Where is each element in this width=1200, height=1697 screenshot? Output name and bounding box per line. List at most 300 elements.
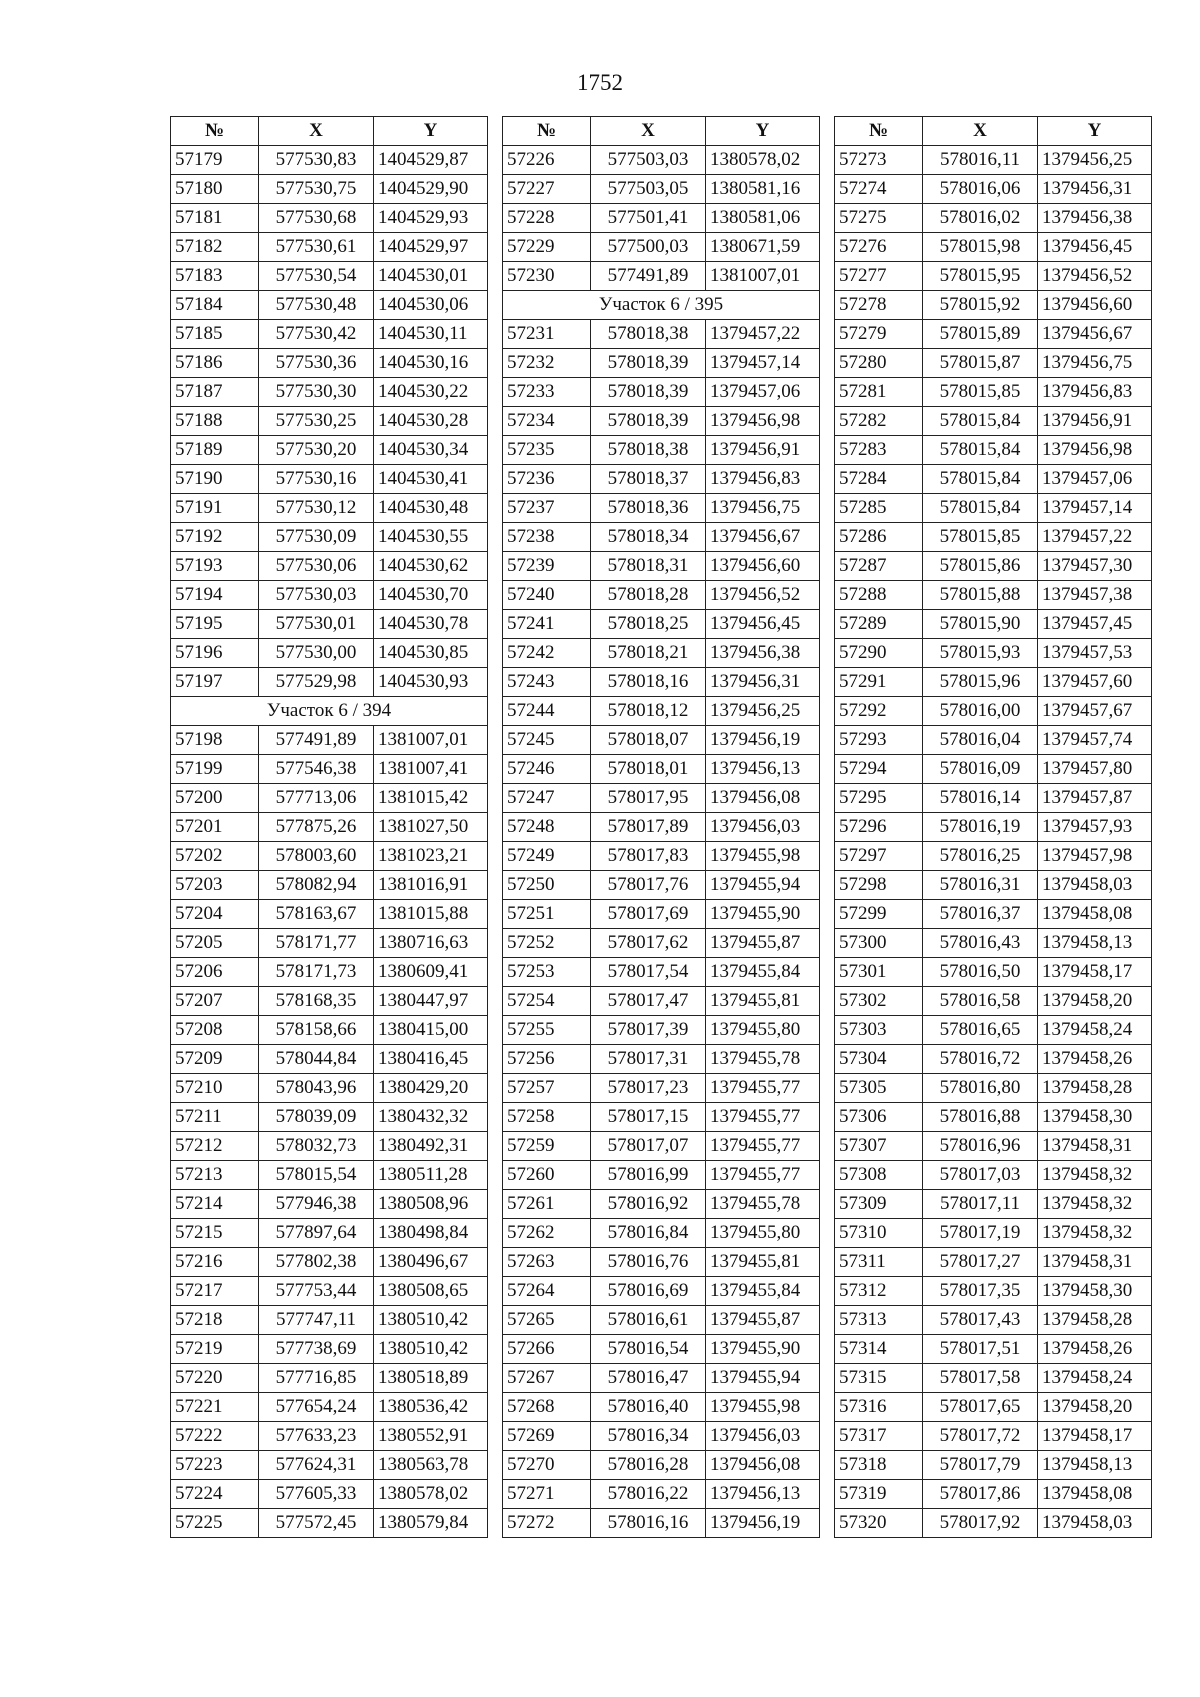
point-number: 57250 [503, 871, 591, 900]
point-number: 57294 [835, 755, 923, 784]
y-coordinate: 1404530,11 [374, 320, 488, 349]
y-coordinate: 1379458,20 [1038, 1393, 1152, 1422]
y-coordinate: 1379456,19 [706, 726, 820, 755]
table-row [835, 987, 1152, 1016]
table-row [171, 1364, 488, 1393]
table-row [835, 1451, 1152, 1480]
x-coordinate: 578171,73 [259, 958, 374, 987]
point-number: 57309 [835, 1190, 923, 1219]
x-coordinate: 578032,73 [259, 1132, 374, 1161]
x-coordinate: 578016,72 [923, 1045, 1038, 1074]
point-number: 57225 [171, 1509, 259, 1538]
point-number: 57181 [171, 204, 259, 233]
x-coordinate: 577530,03 [259, 581, 374, 610]
point-number: 57307 [835, 1132, 923, 1161]
x-coordinate: 578016,16 [591, 1509, 706, 1538]
x-coordinate: 578016,47 [591, 1364, 706, 1393]
y-coordinate: 1379455,80 [706, 1016, 820, 1045]
y-coordinate: 1379458,17 [1038, 1422, 1152, 1451]
table-row [171, 407, 488, 436]
table-row [171, 1074, 488, 1103]
point-number: 57195 [171, 610, 259, 639]
point-number: 57282 [835, 407, 923, 436]
x-coordinate: 578171,77 [259, 929, 374, 958]
point-number: 57190 [171, 465, 259, 494]
y-coordinate: 1380416,45 [374, 1045, 488, 1074]
y-coordinate: 1381015,42 [374, 784, 488, 813]
table-row [503, 1161, 820, 1190]
y-coordinate: 1379457,80 [1038, 755, 1152, 784]
point-number: 57194 [171, 581, 259, 610]
point-number: 57316 [835, 1393, 923, 1422]
y-coordinate: 1381016,91 [374, 871, 488, 900]
table-row [835, 1190, 1152, 1219]
point-number: 57227 [503, 175, 591, 204]
point-number: 57315 [835, 1364, 923, 1393]
table-row [835, 668, 1152, 697]
point-number: 57297 [835, 842, 923, 871]
table-row [503, 349, 820, 378]
x-coordinate: 578015,90 [923, 610, 1038, 639]
x-coordinate: 578016,80 [923, 1074, 1038, 1103]
x-coordinate: 578015,85 [923, 523, 1038, 552]
table-header-row [835, 117, 1152, 146]
x-coordinate: 578016,19 [923, 813, 1038, 842]
y-coordinate: 1379456,52 [706, 581, 820, 610]
point-number: 57275 [835, 204, 923, 233]
table-row [503, 1045, 820, 1074]
point-number: 57259 [503, 1132, 591, 1161]
table-row [171, 291, 488, 320]
point-number: 57180 [171, 175, 259, 204]
table-row [835, 900, 1152, 929]
table-row [503, 610, 820, 639]
table-row [171, 378, 488, 407]
point-number: 57264 [503, 1277, 591, 1306]
table-row [835, 958, 1152, 987]
point-number: 57222 [171, 1422, 259, 1451]
y-coordinate: 1380508,65 [374, 1277, 488, 1306]
y-coordinate: 1404530,70 [374, 581, 488, 610]
point-number: 57270 [503, 1451, 591, 1480]
x-coordinate: 578017,95 [591, 784, 706, 813]
y-coordinate: 1404530,34 [374, 436, 488, 465]
point-number: 57204 [171, 900, 259, 929]
x-coordinate: 578016,25 [923, 842, 1038, 871]
y-coordinate: 1379455,90 [706, 1335, 820, 1364]
y-coordinate: 1379456,91 [1038, 407, 1152, 436]
table-row [503, 1132, 820, 1161]
point-number: 57257 [503, 1074, 591, 1103]
table-row [835, 755, 1152, 784]
y-coordinate: 1379455,94 [706, 1364, 820, 1393]
x-coordinate: 578017,03 [923, 1161, 1038, 1190]
table-row [171, 1451, 488, 1480]
x-coordinate: 577491,89 [591, 262, 706, 291]
table-row [503, 1335, 820, 1364]
x-coordinate: 578017,19 [923, 1219, 1038, 1248]
table-row [503, 436, 820, 465]
y-coordinate: 1379457,45 [1038, 610, 1152, 639]
point-number: 57232 [503, 349, 591, 378]
table-row [835, 1161, 1152, 1190]
table-row [171, 929, 488, 958]
y-coordinate: 1380581,06 [706, 204, 820, 233]
x-coordinate: 577624,31 [259, 1451, 374, 1480]
point-number: 57241 [503, 610, 591, 639]
point-number: 57290 [835, 639, 923, 668]
x-coordinate: 577500,03 [591, 233, 706, 262]
point-number: 57215 [171, 1219, 259, 1248]
y-coordinate: 1379456,60 [706, 552, 820, 581]
x-coordinate: 577747,11 [259, 1306, 374, 1335]
y-coordinate: 1379457,53 [1038, 639, 1152, 668]
table-row [503, 1074, 820, 1103]
table-row [835, 262, 1152, 291]
point-number: 57301 [835, 958, 923, 987]
y-coordinate: 1379458,13 [1038, 1451, 1152, 1480]
x-coordinate: 577802,38 [259, 1248, 374, 1277]
point-number: 57266 [503, 1335, 591, 1364]
x-coordinate: 578018,39 [591, 407, 706, 436]
y-coordinate: 1379455,80 [706, 1219, 820, 1248]
y-coordinate: 1379457,06 [1038, 465, 1152, 494]
point-number: 57268 [503, 1393, 591, 1422]
y-coordinate: 1404530,41 [374, 465, 488, 494]
table-row [503, 1016, 820, 1045]
point-number: 57252 [503, 929, 591, 958]
x-coordinate: 578018,38 [591, 436, 706, 465]
x-coordinate: 578017,65 [923, 1393, 1038, 1422]
header-number: № [503, 117, 591, 146]
table-row [171, 813, 488, 842]
table-row [503, 581, 820, 610]
point-number: 57231 [503, 320, 591, 349]
x-coordinate: 578016,40 [591, 1393, 706, 1422]
y-coordinate: 1379456,75 [706, 494, 820, 523]
y-coordinate: 1379456,25 [706, 697, 820, 726]
y-coordinate: 1380510,42 [374, 1306, 488, 1335]
x-coordinate: 577530,42 [259, 320, 374, 349]
y-coordinate: 1380579,84 [374, 1509, 488, 1538]
y-coordinate: 1404530,48 [374, 494, 488, 523]
x-coordinate: 578018,16 [591, 668, 706, 697]
x-coordinate: 577530,09 [259, 523, 374, 552]
x-coordinate: 577753,44 [259, 1277, 374, 1306]
table-row [835, 1016, 1152, 1045]
header-number: № [835, 117, 923, 146]
point-number: 57242 [503, 639, 591, 668]
table-row [503, 1248, 820, 1277]
x-coordinate: 578015,89 [923, 320, 1038, 349]
point-number: 57295 [835, 784, 923, 813]
y-coordinate: 1379458,08 [1038, 900, 1152, 929]
y-coordinate: 1381023,21 [374, 842, 488, 871]
point-number: 57208 [171, 1016, 259, 1045]
point-number: 57186 [171, 349, 259, 378]
section-row [171, 697, 488, 726]
y-coordinate: 1381015,88 [374, 900, 488, 929]
x-coordinate: 577530,75 [259, 175, 374, 204]
y-coordinate: 1379457,30 [1038, 552, 1152, 581]
table-row [503, 871, 820, 900]
x-coordinate: 577529,98 [259, 668, 374, 697]
x-coordinate: 578044,84 [259, 1045, 374, 1074]
point-number: 57240 [503, 581, 591, 610]
point-number: 57261 [503, 1190, 591, 1219]
table-row [835, 175, 1152, 204]
y-coordinate: 1379455,78 [706, 1190, 820, 1219]
x-coordinate: 578018,39 [591, 378, 706, 407]
table-row [835, 407, 1152, 436]
y-coordinate: 1379456,91 [706, 436, 820, 465]
y-coordinate: 1379457,06 [706, 378, 820, 407]
point-number: 57314 [835, 1335, 923, 1364]
header-y: Y [374, 117, 488, 146]
y-coordinate: 1380518,89 [374, 1364, 488, 1393]
table-row [503, 1306, 820, 1335]
x-coordinate: 578015,86 [923, 552, 1038, 581]
point-number: 57319 [835, 1480, 923, 1509]
x-coordinate: 577654,24 [259, 1393, 374, 1422]
x-coordinate: 578018,01 [591, 755, 706, 784]
table-row [835, 1132, 1152, 1161]
y-coordinate: 1379455,81 [706, 1248, 820, 1277]
x-coordinate: 577503,03 [591, 146, 706, 175]
y-coordinate: 1380447,97 [374, 987, 488, 1016]
point-number: 57285 [835, 494, 923, 523]
point-number: 57183 [171, 262, 259, 291]
y-coordinate: 1379458,08 [1038, 1480, 1152, 1509]
point-number: 57200 [171, 784, 259, 813]
point-number: 57292 [835, 697, 923, 726]
x-coordinate: 578016,00 [923, 697, 1038, 726]
point-number: 57278 [835, 291, 923, 320]
y-coordinate: 1379458,17 [1038, 958, 1152, 987]
table-row [835, 610, 1152, 639]
point-number: 57237 [503, 494, 591, 523]
table-row [503, 842, 820, 871]
x-coordinate: 578017,39 [591, 1016, 706, 1045]
y-coordinate: 1380536,42 [374, 1393, 488, 1422]
y-coordinate: 1379458,24 [1038, 1016, 1152, 1045]
x-coordinate: 578017,11 [923, 1190, 1038, 1219]
x-coordinate: 578017,23 [591, 1074, 706, 1103]
point-number: 57284 [835, 465, 923, 494]
table-row [835, 929, 1152, 958]
table-row [171, 262, 488, 291]
point-number: 57207 [171, 987, 259, 1016]
point-number: 57312 [835, 1277, 923, 1306]
point-number: 57274 [835, 175, 923, 204]
y-coordinate: 1379458,32 [1038, 1161, 1152, 1190]
x-coordinate: 577530,00 [259, 639, 374, 668]
x-coordinate: 577530,48 [259, 291, 374, 320]
point-number: 57277 [835, 262, 923, 291]
x-coordinate: 577713,06 [259, 784, 374, 813]
x-coordinate: 577530,36 [259, 349, 374, 378]
table-row [171, 1132, 488, 1161]
x-coordinate: 578018,25 [591, 610, 706, 639]
point-number: 57283 [835, 436, 923, 465]
point-number: 57302 [835, 987, 923, 1016]
point-number: 57281 [835, 378, 923, 407]
y-coordinate: 1379456,45 [1038, 233, 1152, 262]
table-row [835, 523, 1152, 552]
y-coordinate: 1379458,28 [1038, 1306, 1152, 1335]
table-row [503, 697, 820, 726]
y-coordinate: 1380563,78 [374, 1451, 488, 1480]
table-row [503, 175, 820, 204]
y-coordinate: 1379456,38 [706, 639, 820, 668]
table-row [503, 1277, 820, 1306]
x-coordinate: 578016,92 [591, 1190, 706, 1219]
table-row [835, 1422, 1152, 1451]
x-coordinate: 578017,43 [923, 1306, 1038, 1335]
x-coordinate: 578043,96 [259, 1074, 374, 1103]
point-number: 57196 [171, 639, 259, 668]
x-coordinate: 578016,61 [591, 1306, 706, 1335]
point-number: 57305 [835, 1074, 923, 1103]
point-number: 57263 [503, 1248, 591, 1277]
y-coordinate: 1380581,16 [706, 175, 820, 204]
y-coordinate: 1379458,13 [1038, 929, 1152, 958]
x-coordinate: 578016,04 [923, 726, 1038, 755]
x-coordinate: 577946,38 [259, 1190, 374, 1219]
x-coordinate: 578082,94 [259, 871, 374, 900]
point-number: 57265 [503, 1306, 591, 1335]
x-coordinate: 577530,54 [259, 262, 374, 291]
point-number: 57239 [503, 552, 591, 581]
coordinates-table-1 [170, 116, 488, 1538]
y-coordinate: 1380508,96 [374, 1190, 488, 1219]
x-coordinate: 577605,33 [259, 1480, 374, 1509]
x-coordinate: 578017,15 [591, 1103, 706, 1132]
x-coordinate: 577530,20 [259, 436, 374, 465]
x-coordinate: 578017,79 [923, 1451, 1038, 1480]
point-number: 57201 [171, 813, 259, 842]
y-coordinate: 1379455,77 [706, 1103, 820, 1132]
table-row [171, 523, 488, 552]
table-row [835, 1306, 1152, 1335]
point-number: 57216 [171, 1248, 259, 1277]
table-row [835, 871, 1152, 900]
x-coordinate: 577530,68 [259, 204, 374, 233]
point-number: 57287 [835, 552, 923, 581]
table-row [171, 1161, 488, 1190]
table-row [835, 1219, 1152, 1248]
x-coordinate: 578003,60 [259, 842, 374, 871]
y-coordinate: 1379455,84 [706, 1277, 820, 1306]
point-number: 57221 [171, 1393, 259, 1422]
point-number: 57223 [171, 1451, 259, 1480]
point-number: 57304 [835, 1045, 923, 1074]
x-coordinate: 578015,85 [923, 378, 1038, 407]
point-number: 57202 [171, 842, 259, 871]
y-coordinate: 1379457,38 [1038, 581, 1152, 610]
table-row [503, 987, 820, 1016]
point-number: 57288 [835, 581, 923, 610]
table-row [835, 1103, 1152, 1132]
x-coordinate: 578017,62 [591, 929, 706, 958]
x-coordinate: 578018,12 [591, 697, 706, 726]
point-number: 57311 [835, 1248, 923, 1277]
point-number: 57193 [171, 552, 259, 581]
point-number: 57235 [503, 436, 591, 465]
x-coordinate: 578016,99 [591, 1161, 706, 1190]
table-row [503, 929, 820, 958]
point-number: 57244 [503, 697, 591, 726]
x-coordinate: 578017,51 [923, 1335, 1038, 1364]
x-coordinate: 577572,45 [259, 1509, 374, 1538]
x-coordinate: 578016,06 [923, 175, 1038, 204]
y-coordinate: 1379456,19 [706, 1509, 820, 1538]
point-number: 57318 [835, 1451, 923, 1480]
x-coordinate: 578018,07 [591, 726, 706, 755]
y-coordinate: 1380671,59 [706, 233, 820, 262]
point-number: 57236 [503, 465, 591, 494]
x-coordinate: 578015,84 [923, 407, 1038, 436]
y-coordinate: 1380415,00 [374, 1016, 488, 1045]
x-coordinate: 578016,58 [923, 987, 1038, 1016]
table-row [835, 436, 1152, 465]
y-coordinate: 1379457,22 [1038, 523, 1152, 552]
x-coordinate: 578016,96 [923, 1132, 1038, 1161]
y-coordinate: 1379456,08 [706, 784, 820, 813]
x-coordinate: 578017,76 [591, 871, 706, 900]
table-row [835, 581, 1152, 610]
y-coordinate: 1379457,74 [1038, 726, 1152, 755]
x-coordinate: 578015,96 [923, 668, 1038, 697]
x-coordinate: 578017,27 [923, 1248, 1038, 1277]
header-y: Y [706, 117, 820, 146]
y-coordinate: 1379458,30 [1038, 1103, 1152, 1132]
table-row [835, 1393, 1152, 1422]
y-coordinate: 1404530,85 [374, 639, 488, 668]
section-row [503, 291, 820, 320]
point-number: 57279 [835, 320, 923, 349]
point-number: 57245 [503, 726, 591, 755]
point-number: 57300 [835, 929, 923, 958]
y-coordinate: 1404530,06 [374, 291, 488, 320]
header-y: Y [1038, 117, 1152, 146]
y-coordinate: 1404529,93 [374, 204, 488, 233]
y-coordinate: 1379456,13 [706, 1480, 820, 1509]
y-coordinate: 1379456,60 [1038, 291, 1152, 320]
y-coordinate: 1379455,98 [706, 842, 820, 871]
table-row [503, 1190, 820, 1219]
table-row [835, 1364, 1152, 1393]
table-row [503, 639, 820, 668]
point-number: 57179 [171, 146, 259, 175]
table-row [835, 842, 1152, 871]
x-coordinate: 578016,88 [923, 1103, 1038, 1132]
table-row [503, 552, 820, 581]
point-number: 57320 [835, 1509, 923, 1538]
table-row [503, 1509, 820, 1538]
table-row [503, 233, 820, 262]
x-coordinate: 578018,37 [591, 465, 706, 494]
table-row [503, 146, 820, 175]
point-number: 57269 [503, 1422, 591, 1451]
x-coordinate: 578015,95 [923, 262, 1038, 291]
table-row [171, 1509, 488, 1538]
y-coordinate: 1379456,67 [1038, 320, 1152, 349]
x-coordinate: 578015,87 [923, 349, 1038, 378]
table-row [503, 1480, 820, 1509]
table-row [171, 1190, 488, 1219]
point-number: 57298 [835, 871, 923, 900]
